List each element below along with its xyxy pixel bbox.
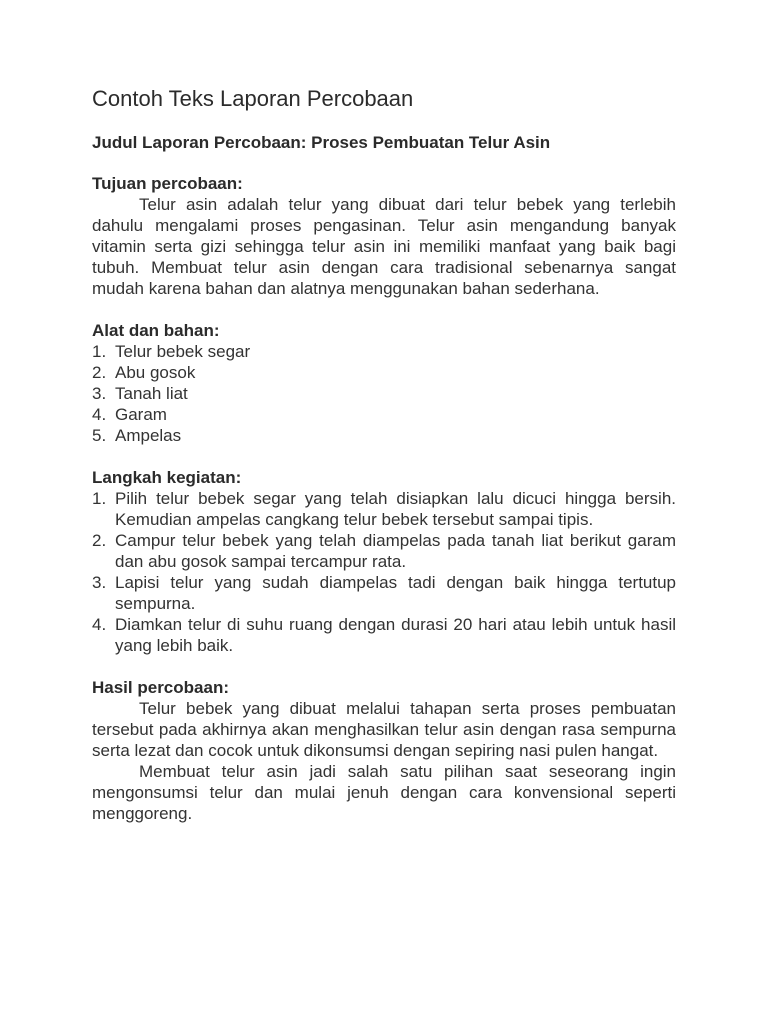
langkah-heading: Langkah kegiatan: — [92, 468, 242, 487]
alat-list — [92, 341, 676, 446]
tujuan-heading: Tujuan percobaan: — [92, 174, 243, 193]
section-langkah — [92, 467, 676, 656]
tujuan-paragraph: Telur asin adalah telur yang dibuat dari telur bebek yang terlebih dahulu mengalami proses pengasinan. Telur asin mengandung banyak vitamin serta gizi sehingga telur asin ini memiliki manfaat yang baik bagi tubuh. Membuat telur asin dengan cara tradisional sebenarnya sangat mudah karena bahan dan alatnya menggunakan bahan sederhana. — [92, 195, 676, 298]
list-item — [92, 404, 676, 425]
list-number: 3. — [92, 573, 107, 592]
report-subtitle: Judul Laporan Percobaan: Proses Pembuatan Telur Asin — [92, 133, 551, 152]
alat-heading: Alat dan bahan: — [92, 321, 220, 340]
hasil-paragraph-2: Membuat telur asin jadi salah satu pilihan saat seseorang ingin mengonsumsi telur dan mulai jenuh dengan cara konvensional seperti menggoreng. — [92, 762, 676, 823]
section-hasil — [92, 677, 676, 824]
list-number: 2. — [92, 531, 107, 550]
list-text: Campur telur bebek yang telah diampelas pada tanah liat berikut garam dan abu gosok sampai tercampur rata. — [115, 531, 676, 571]
section-tujuan — [92, 173, 676, 299]
list-text: Diamkan telur di suhu ruang dengan durasi 20 hari atau lebih untuk hasil yang lebih baik. — [115, 615, 676, 655]
list-item — [92, 383, 676, 404]
list-number: 1. — [92, 489, 107, 508]
list-number: 5. — [92, 426, 107, 445]
list-number: 3. — [92, 384, 107, 403]
langkah-list — [92, 488, 676, 656]
section-alat-bahan — [92, 320, 676, 446]
list-number: 4. — [92, 405, 107, 424]
hasil-heading: Hasil percobaan: — [92, 678, 229, 697]
list-text: Garam — [115, 405, 167, 424]
list-number: 2. — [92, 363, 107, 382]
list-text: Tanah liat — [115, 384, 188, 403]
list-text: Ampelas — [115, 426, 182, 445]
list-text: Pilih telur bebek segar yang telah disiapkan lalu dicuci hingga bersih. Kemudian ampelas cangkang telur bebek tersebut sampai tipis. — [115, 489, 676, 529]
list-number: 1. — [92, 342, 107, 361]
list-text: Lapisi telur yang sudah diampelas tadi dengan baik hingga tertutup sempurna. — [115, 573, 676, 613]
list-text: Abu gosok — [115, 363, 196, 382]
list-item — [92, 425, 676, 446]
list-item — [92, 488, 676, 530]
list-item — [92, 530, 676, 572]
list-item — [92, 341, 676, 362]
list-text: Telur bebek segar — [115, 342, 251, 361]
list-item — [92, 614, 676, 656]
list-item — [92, 362, 676, 383]
document-title: Contoh Teks Laporan Percobaan — [92, 86, 414, 111]
hasil-paragraph-1: Telur bebek yang dibuat melalui tahapan serta proses pembuatan tersebut pada akhirnya akan menghasilkan telur asin dengan rasa sempurna serta lezat dan cocok untuk dikonsumsi dengan sepiring nasi pulen hangat. — [92, 699, 676, 760]
list-item — [92, 572, 676, 614]
list-number: 4. — [92, 615, 107, 634]
